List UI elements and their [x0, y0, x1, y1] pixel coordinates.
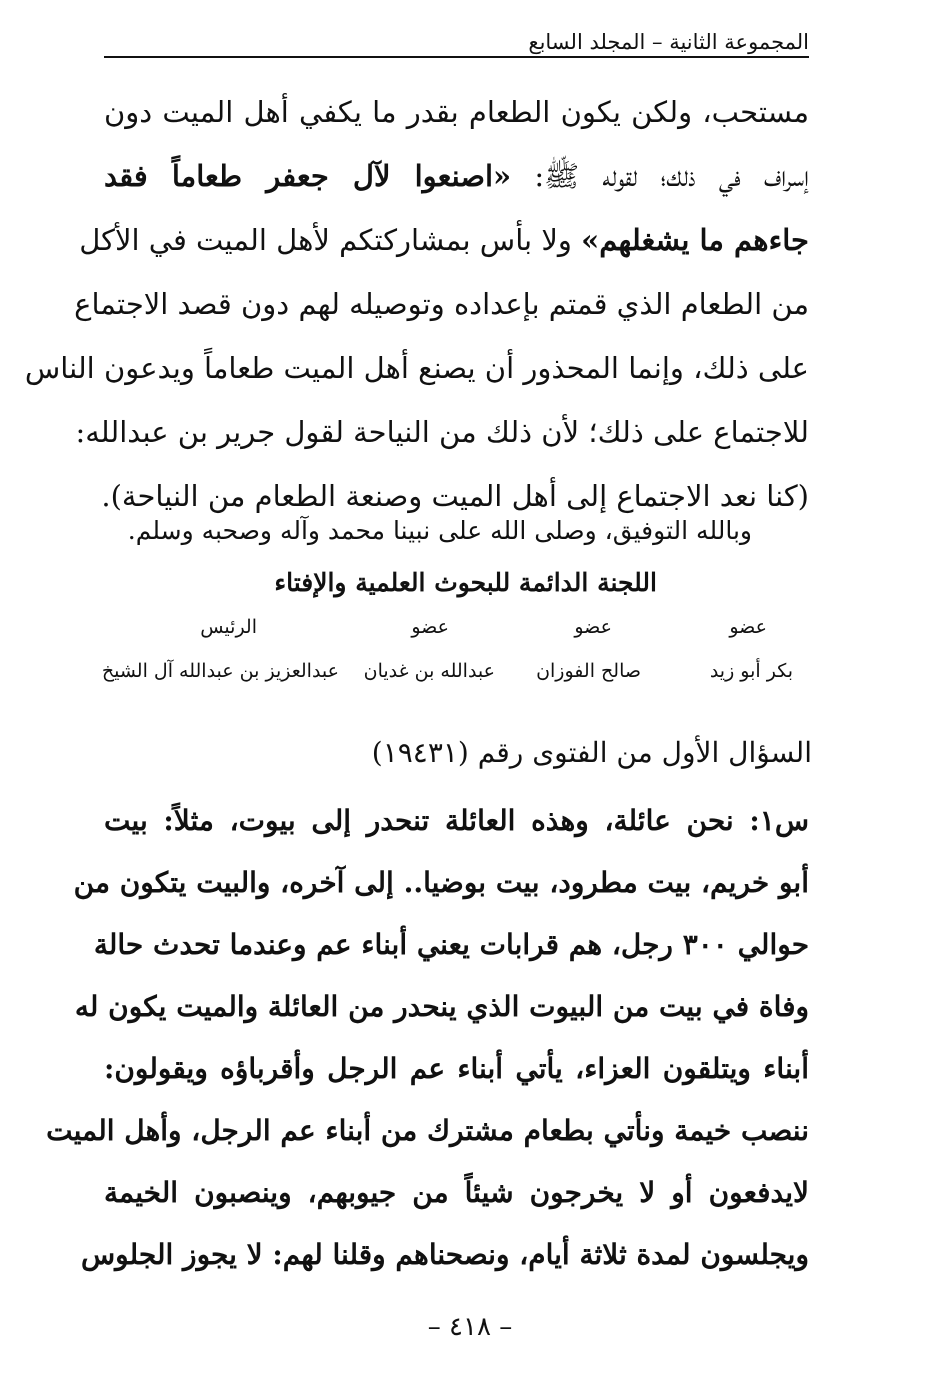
signatory-name: بكر أبو زيد [709, 660, 793, 682]
text-line: س١: نحن عائلة، وهذه العائلة تنحدر إلى بيوت، مثلاً: بيت [104, 804, 809, 837]
text-line: من الطعام الذي قمتم بإعداده وتوصيله لهم دون قصد الاجتماع [74, 287, 809, 321]
text-run: إسراف في ذلك؛ لقوله ﷺ: [511, 159, 809, 193]
text-run: ولا بأس بمشاركتكم لأهل الميت في الأكل [79, 223, 582, 257]
signatory-name: عبدالله بن غديان [363, 660, 495, 682]
hadith-quote: «اصنعوا لآل جعفر طعاماً فقد [104, 159, 512, 193]
header-title: المجموعة الثانية – المجلد السابع [522, 30, 809, 54]
text-line [79, 208, 809, 272]
text-line: مستحب، ولكن يكون الطعام بقدر ما يكفي أهل الميت دون [104, 95, 809, 129]
page-number: – ٤١٨ – [427, 1312, 513, 1342]
header-rule [104, 56, 809, 58]
question-title: السؤال الأول من الفتوى رقم (١٩٤٣١) [371, 736, 812, 769]
closing-line: وبالله التوفيق، وصلى الله على نبينا محمد وآله وصحبه وسلم. [127, 516, 752, 545]
signatory-name: صالح الفوزان [536, 660, 641, 682]
text-line: للاجتماع على ذلك؛ لأن ذلك من النياحة لقول جرير بن عبدالله: [75, 415, 809, 449]
text-line: ويجلسون لمدة ثلاثة أيام، ونصحناهم وقلنا لهم: لا يجوز الجلوس [81, 1238, 809, 1271]
text-line [104, 144, 809, 208]
text-line: (كنا نعد الاجتماع إلى أهل الميت وصنعة الطعام من النياحة). [101, 479, 809, 513]
text-line: وفاة في بيت من البيوت الذي ينحدر من العائلة والميت يكون له [74, 990, 809, 1023]
signatory-name: عبدالعزيز بن عبدالله آل الشيخ [101, 660, 339, 682]
signatory-role: عضو [729, 616, 767, 638]
text-line: ننصب خيمة ونأتي بطعام مشترك من أبناء عم الرجل، وأهل الميت [46, 1114, 809, 1147]
text-line: أبناء ويتلقون العزاء، يأتي أبناء عم الرجل وأقرباؤه ويقولون: [104, 1052, 809, 1085]
question-paragraph [46, 790, 809, 1286]
text-line: حوالي ٣٠٠ رجل، هم قرابات يعني أبناء عم وعندما تحدث حالة [93, 928, 809, 961]
hadith-quote: جاءهم ما يشغلهم» [581, 223, 809, 257]
answer-paragraph [24, 80, 809, 528]
running-header [104, 30, 809, 66]
text-line: أبو خريم، بيت مطرود، بيت بوضيا.. إلى آخره، والبيت يتكون من [73, 866, 809, 899]
text-line: لايدفعون أو لا يخرجون شيئاً من جيوبهم، وينصبون الخيمة [104, 1176, 809, 1209]
signatory-role: عضو [411, 616, 449, 638]
committee-name: اللجنة الدائمة للبحوث العلمية والإفتاء [274, 568, 657, 597]
signatory-role: عضو [574, 616, 612, 638]
signatory-role: الرئيس [200, 616, 257, 638]
text-line: على ذلك، وإنما المحذور أن يصنع أهل الميت طعاماً ويدعون الناس [24, 351, 809, 385]
